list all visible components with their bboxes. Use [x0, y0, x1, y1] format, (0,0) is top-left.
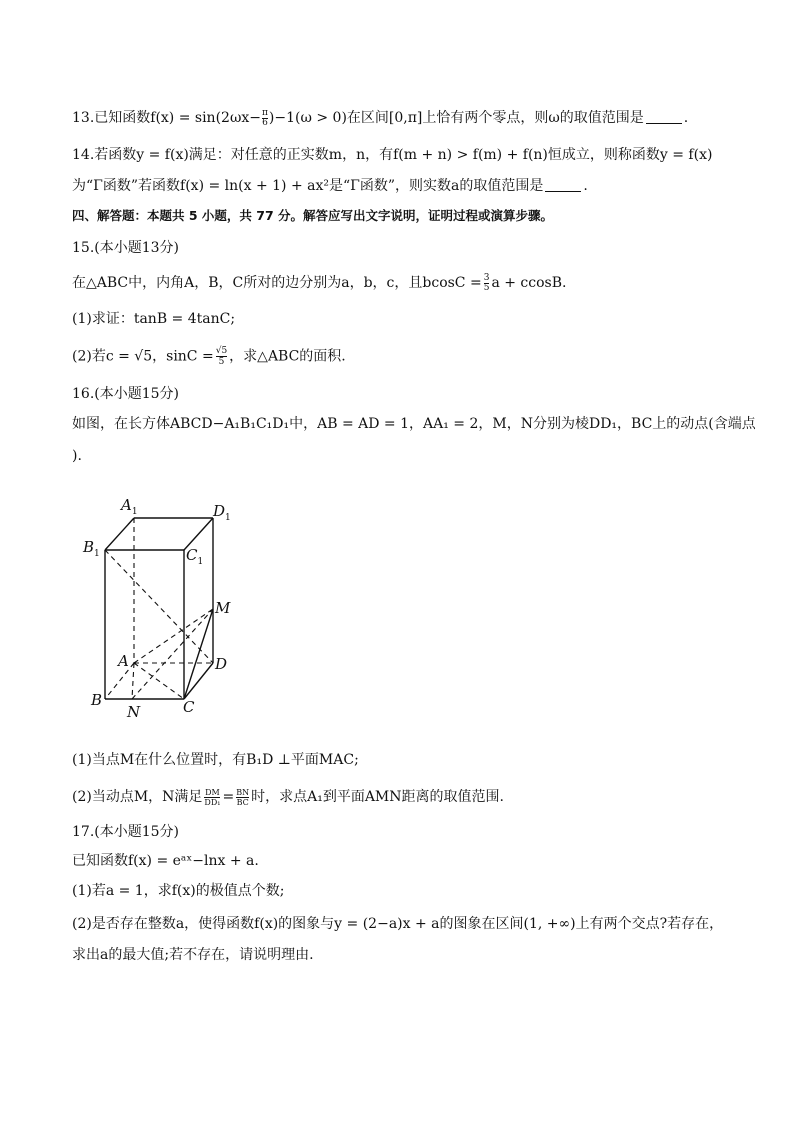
label-C: C — [183, 698, 195, 716]
label-D: D — [215, 655, 228, 673]
section-heading: 四、解答题：本题共 5 小题，共 77 分。解答应写出文字说明，证明过程或演算步骤。 — [72, 208, 554, 223]
q15-stem — [72, 273, 566, 293]
label-N: N — [127, 703, 141, 721]
label-C1: $C_1$ — [186, 546, 204, 567]
q16-stem-line1: 如图，在长方体ABCD−A₁B₁C₁D₁中，AB = AD = 1，AA₁ = 2，M，N分别为棱DD₁，BC上的动点(含端点 — [72, 416, 756, 432]
segment-AN — [132, 663, 134, 699]
q13-text-b: )−1(ω > 0)在区间[0,π]上恰有两个零点，则ω的取值范围是 — [268, 110, 644, 126]
q16-stem-line2: ). — [72, 448, 82, 464]
q16-part2-a: (2)当动点M，N满足 — [72, 789, 203, 805]
segment-NM — [132, 609, 213, 699]
q15-stem-b: a + ccosB. — [491, 275, 567, 291]
label-D1: $D_1$ — [213, 502, 231, 523]
q16-part1: (1)当点M在什么位置时，有B₁D ⊥平面MAC; — [72, 752, 359, 768]
q15-header: 15.(本小题13分) — [72, 240, 180, 256]
q14-line2 — [72, 176, 588, 196]
q15-part1: (1)求证：tanB = 4tanC; — [72, 311, 236, 327]
q13-line — [72, 108, 688, 128]
q14-answer-blank — [545, 177, 581, 192]
q16-part2-b: 时，求点A₁到平面AMN距离的取值范围. — [251, 789, 504, 805]
q16-fraction-dm: $\frac{DM}{\text{DD₁}}$ — [204, 787, 221, 807]
q13-text-a: 13.已知函数f(x) = sin(2ωx− — [72, 110, 261, 126]
label-A: A — [118, 652, 129, 670]
q17-part1: (1)若a = 1，求f(x)的极值点个数; — [72, 883, 285, 899]
q13-end: . — [683, 110, 689, 126]
q17-part2-line2: 求出a的最大值;若不存在，请说明理由. — [72, 947, 314, 963]
q16-fraction-bn: $\frac{BN}{BC}$ — [236, 787, 250, 807]
q14-end: . — [583, 178, 588, 194]
q16-equals: = — [222, 789, 235, 805]
q13-fraction: $\frac{\pi}{6}$ — [262, 107, 268, 128]
q13-answer-blank — [646, 109, 682, 124]
q15-part2-fraction: $\frac{√5}{5}$ — [215, 346, 228, 367]
q15-part2 — [72, 346, 346, 367]
segment-CM — [184, 609, 213, 699]
q16-part2 — [72, 787, 504, 807]
label-A1: $A_1$ — [121, 496, 138, 517]
q14-line2-text: 为“Γ函数”若函数f(x) = ln(x + 1) + ax²是“Γ函数”，则实数a的取值范围是 — [72, 178, 544, 194]
label-B1: $B_1$ — [83, 538, 100, 559]
q15-part2-b: ，求△ABC的面积. — [229, 348, 346, 365]
edge-CD — [184, 663, 213, 699]
q17-stem: 已知函数f(x) = eᵃˣ−lnx + a. — [72, 853, 259, 869]
q17-part2-line1: (2)是否存在整数a，使得函数f(x)的图象与y = (2−a)x + a的图象在区间(1, +∞)上有两个交点?若存在， — [72, 916, 724, 932]
q15-part2-a: (2)若c = √5，sinC = — [72, 348, 214, 365]
edge-B1A1 — [105, 518, 134, 550]
cuboid-figure — [80, 488, 250, 723]
q15-stem-a: 在△ABC中，内角A，B，C所对的边分别为a，b，c，且bcosC = — [72, 275, 482, 291]
segment-AM — [134, 609, 213, 663]
label-M: M — [215, 599, 231, 617]
label-B: B — [91, 691, 103, 709]
cuboid-diagram — [80, 488, 250, 723]
q17-header: 17.(本小题15分) — [72, 824, 180, 840]
q16-header: 16.(本小题15分) — [72, 386, 180, 402]
q14-line1: 14.若函数y = f(x)满足：对任意的正实数m，n，有f(m + n) > f(m) + f(n)恒成立，则称函数y = f(x) — [72, 147, 713, 163]
q15-fraction: $\frac{3}{5}$ — [483, 272, 490, 293]
